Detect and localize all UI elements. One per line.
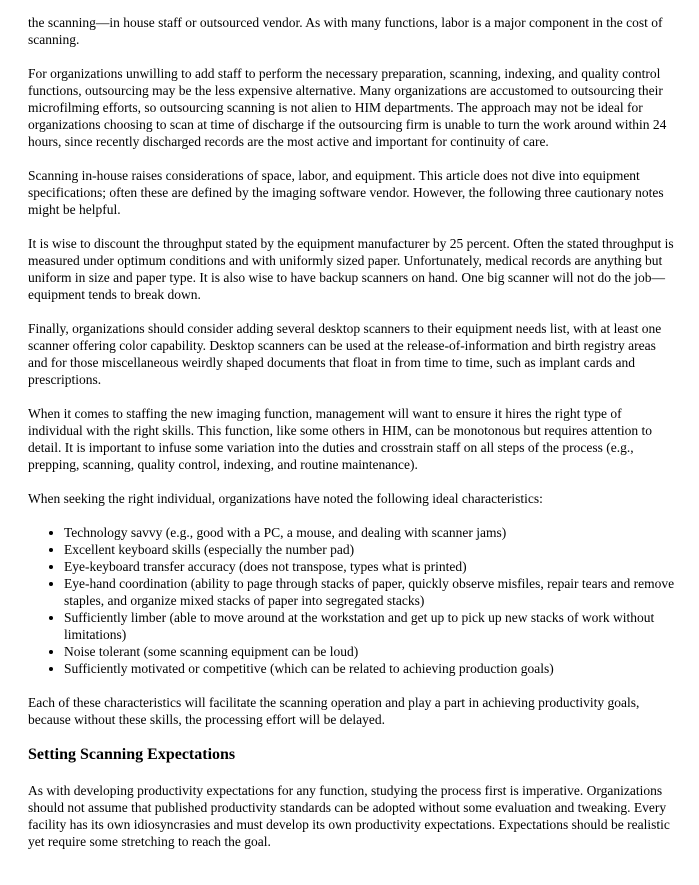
paragraph-scanning-staff: the scanning—in house staff or outsourced vendor. As with many functions, labor is a major component in the cost of scanning.: [28, 15, 663, 47]
paragraph-characteristics-summary: Each of these characteristics will facilitate the scanning operation and play a part in achieving productivity goals, because without these skills, the processing effort will be delayed.: [28, 695, 640, 727]
paragraph-productivity-expectations: As with developing productivity expectations for any function, studying the process first is imperative. Organizations should not assume that published productivity standards can be adopted without some evaluation and tweaking. Every facility has its own idiosyncrasies and must develop its own productivity expectations. Expectations should be realistic yet require some stretching to reach the goal.: [28, 783, 670, 849]
paragraph-desktop-scanners: Finally, organizations should consider adding several desktop scanners to their equipment needs list, with at least one scanner offering color capability. Desktop scanners can be used at the release-of-information and birth registry areas and for those miscellaneous weirdly shaped documents that float in from time to time, such as implant cards and prescriptions.: [28, 321, 662, 387]
paragraph-staffing: When it comes to staffing the new imaging function, management will want to ensure it hires the right type of individual with the right skills. This function, like some others in HIM, can be monotonous but requires attention to detail. It is important to infuse some variation into the duties and crosstrain staff on all steps of the process (e.g., prepping, scanning, quality control, indexing, and routine maintenance).: [28, 406, 653, 472]
paragraph-outsourcing: For organizations unwilling to add staff to perform the necessary preparation, scanning, indexing, and quality control functions, outsourcing may be the less expensive alternative. Many organizations are accustomed to outsourcing their microfilming efforts, so outsourcing scanning is not alien to HIM departments. The approach may not be ideal for organizations choosing to scan at time of discharge if the outsourcing firm is unable to turn the work around within 24 hours, since recently discharged records are the most active and important for continuity of care.: [28, 66, 667, 149]
list-item: • Technology savvy (e.g., good with a PC, a mouse, and dealing with scanner jams): [64, 524, 677, 541]
paragraph-ideal-characteristics-intro: When seeking the right individual, organizations have noted the following ideal characteristics:: [28, 491, 543, 506]
list-item: • Excellent keyboard skills (especially the number pad): [64, 541, 677, 558]
list-item: • Sufficiently motivated or competitive (which can be related to achieving production goals): [64, 660, 677, 677]
list-item: • Eye-hand coordination (ability to page through stacks of paper, quickly observe misfiles, repair tears and remove staples, and organize mixed stacks of paper into segregated stacks): [64, 575, 677, 609]
paragraph-throughput: It is wise to discount the throughput stated by the equipment manufacturer by 25 percent. Often the stated throughput is measured under optimum conditions and with uniformly sized paper. Unfortunately, medical records are anything but uniform in size and paper type. It is also wise to have backup scanners on hand. One big scanner will not do the job—equipment tends to break down.: [28, 236, 674, 302]
characteristics-list: [28, 524, 677, 677]
list-item: • Sufficiently limber (able to move around at the workstation and get up to pick up new stacks of work without limitations): [64, 609, 677, 643]
list-item: • Noise tolerant (some scanning equipment can be loud): [64, 643, 677, 660]
paragraph-in-house-scanning: Scanning in-house raises considerations of space, labor, and equipment. This article does not dive into equipment specifications; often these are defined by the imaging software vendor. However, the following three cautionary notes might be helpful.: [28, 168, 664, 217]
section-heading: Setting Scanning Expectations: [28, 746, 236, 763]
list-item: • Eye-keyboard transfer accuracy (does not transpose, types what is printed): [64, 558, 677, 575]
